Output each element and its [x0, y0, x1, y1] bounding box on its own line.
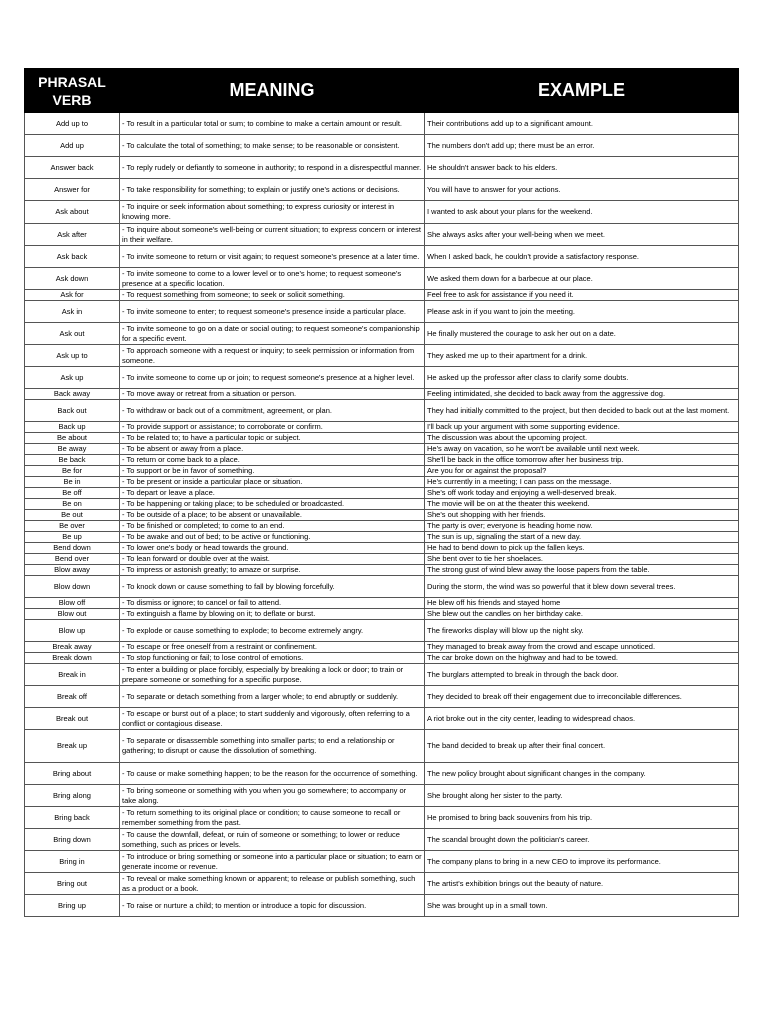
- header-meaning: MEANING: [120, 69, 425, 113]
- meaning-cell: - To take responsibility for something; to explain or justify one's actions or decisions.: [120, 179, 425, 201]
- verb-cell: Blow out: [25, 609, 120, 620]
- verb-cell: Be up: [25, 532, 120, 543]
- table-row: [25, 730, 739, 763]
- verb-cell: Break down: [25, 653, 120, 664]
- phrasal-verb-table: [24, 68, 739, 917]
- meaning-cell: - To inquire or seek information about something; to express curiosity or interest in knowing more.: [120, 201, 425, 224]
- table-row: [25, 444, 739, 455]
- table-row: [25, 510, 739, 521]
- meaning-cell: - To be absent or away from a place.: [120, 444, 425, 455]
- verb-cell: Ask after: [25, 224, 120, 246]
- example-cell: He's currently in a meeting; I can pass on the message.: [425, 477, 739, 488]
- example-cell: She always asks after your well-being when we meet.: [425, 224, 739, 246]
- meaning-cell: - To impress or astonish greatly; to amaze or surprise.: [120, 565, 425, 576]
- example-cell: He shouldn't answer back to his elders.: [425, 157, 739, 179]
- table-row: [25, 179, 739, 201]
- header-phrasal-verb: PHRASAL VERB: [25, 69, 120, 113]
- verb-cell: Ask down: [25, 268, 120, 290]
- meaning-cell: - To enter a building or place forcibly, especially by breaking a lock or door; to train or prepare someone or something for a specific purpose.: [120, 664, 425, 686]
- table-body: [25, 113, 739, 917]
- verb-cell: Break off: [25, 686, 120, 708]
- verb-cell: Be back: [25, 455, 120, 466]
- verb-cell: Back out: [25, 400, 120, 422]
- table-row: [25, 851, 739, 873]
- meaning-cell: - To be awake and out of bed; to be active or functioning.: [120, 532, 425, 543]
- table-row: [25, 488, 739, 499]
- meaning-cell: - To separate or detach something from a larger whole; to end abruptly or suddenly.: [120, 686, 425, 708]
- meaning-cell: - To invite someone to enter; to request someone's presence inside a particular place.: [120, 301, 425, 323]
- verb-cell: Ask in: [25, 301, 120, 323]
- table-row: [25, 113, 739, 135]
- example-cell: She was brought up in a small town.: [425, 895, 739, 917]
- example-cell: Are you for or against the proposal?: [425, 466, 739, 477]
- meaning-cell: - To invite someone to return or visit again; to request someone's presence at a later time.: [120, 246, 425, 268]
- table-row: [25, 389, 739, 400]
- meaning-cell: - To cause or make something happen; to be the reason for the occurrence of something.: [120, 763, 425, 785]
- table-row: [25, 477, 739, 488]
- example-cell: The sun is up, signaling the start of a new day.: [425, 532, 739, 543]
- table-row: [25, 290, 739, 301]
- meaning-cell: - To provide support or assistance; to corroborate or confirm.: [120, 422, 425, 433]
- verb-cell: Blow off: [25, 598, 120, 609]
- table-row: [25, 895, 739, 917]
- table-row: [25, 400, 739, 422]
- meaning-cell: - To dismiss or ignore; to cancel or fail to attend.: [120, 598, 425, 609]
- meaning-cell: - To escape or burst out of a place; to start suddenly and vigorously, often referring to a conflict or contagious disease.: [120, 708, 425, 730]
- meaning-cell: - To withdraw or back out of a commitment, agreement, or plan.: [120, 400, 425, 422]
- meaning-cell: - To request something from someone; to seek or solicit something.: [120, 290, 425, 301]
- example-cell: She's out shopping with her friends.: [425, 510, 739, 521]
- meaning-cell: - To cause the downfall, defeat, or ruin of someone or something; to lower or reduce something, such as prices or levels.: [120, 829, 425, 851]
- table-row: [25, 829, 739, 851]
- verb-cell: Be off: [25, 488, 120, 499]
- example-cell: They managed to break away from the crowd and escape unnoticed.: [425, 642, 739, 653]
- table-row: [25, 785, 739, 807]
- table-row: [25, 224, 739, 246]
- verb-cell: Break up: [25, 730, 120, 763]
- verb-cell: Blow down: [25, 576, 120, 598]
- verb-cell: Bring in: [25, 851, 120, 873]
- example-cell: They had initially committed to the project, but then decided to back out at the last moment.: [425, 400, 739, 422]
- header-example: EXAMPLE: [425, 69, 739, 113]
- meaning-cell: - To result in a particular total or sum; to combine to make a certain amount or result.: [120, 113, 425, 135]
- example-cell: Feel free to ask for assistance if you need it.: [425, 290, 739, 301]
- table-row: [25, 521, 739, 532]
- verb-cell: Answer for: [25, 179, 120, 201]
- verb-cell: Break out: [25, 708, 120, 730]
- table-row: [25, 576, 739, 598]
- table-row: [25, 708, 739, 730]
- table-row: [25, 565, 739, 576]
- verb-cell: Break in: [25, 664, 120, 686]
- meaning-cell: - To stop functioning or fail; to lose control of emotions.: [120, 653, 425, 664]
- table-row: [25, 422, 739, 433]
- meaning-cell: - To reply rudely or defiantly to someone in authority; to respond in a disrespectful manner.: [120, 157, 425, 179]
- example-cell: The strong gust of wind blew away the loose papers from the table.: [425, 565, 739, 576]
- meaning-cell: - To approach someone with a request or inquiry; to seek permission or information from someone.: [120, 345, 425, 367]
- meaning-cell: - To move away or retreat from a situation or person.: [120, 389, 425, 400]
- meaning-cell: - To inquire about someone's well-being or current situation; to express concern or interest in their welfare.: [120, 224, 425, 246]
- table-row: [25, 466, 739, 477]
- table-row: [25, 554, 739, 565]
- table-row: [25, 653, 739, 664]
- table-row: [25, 543, 739, 554]
- verb-cell: Bring back: [25, 807, 120, 829]
- meaning-cell: - To invite someone to come to a lower level or to one's home; to request someone's presence at a specific location.: [120, 268, 425, 290]
- table-row: [25, 873, 739, 895]
- verb-cell: Bend over: [25, 554, 120, 565]
- example-cell: He asked up the professor after class to clarify some doubts.: [425, 367, 739, 389]
- example-cell: They asked me up to their apartment for a drink.: [425, 345, 739, 367]
- verb-cell: Ask back: [25, 246, 120, 268]
- verb-cell: Bring out: [25, 873, 120, 895]
- example-cell: I wanted to ask about your plans for the weekend.: [425, 201, 739, 224]
- example-cell: She blew out the candles on her birthday cake.: [425, 609, 739, 620]
- example-cell: The scandal brought down the politician's career.: [425, 829, 739, 851]
- example-cell: He's away on vacation, so he won't be available until next week.: [425, 444, 739, 455]
- table-row: [25, 455, 739, 466]
- verb-cell: Be away: [25, 444, 120, 455]
- table-row: [25, 157, 739, 179]
- verb-cell: Be out: [25, 510, 120, 521]
- meaning-cell: - To be happening or taking place; to be scheduled or broadcasted.: [120, 499, 425, 510]
- meaning-cell: - To knock down or cause something to fall by blowing forcefully.: [120, 576, 425, 598]
- example-cell: Please ask in if you want to join the meeting.: [425, 301, 739, 323]
- example-cell: I'll back up your argument with some supporting evidence.: [425, 422, 739, 433]
- table-row: [25, 664, 739, 686]
- verb-cell: Ask out: [25, 323, 120, 345]
- meaning-cell: - To reveal or make something known or apparent; to release or publish something, such as a product or a book.: [120, 873, 425, 895]
- verb-cell: Ask about: [25, 201, 120, 224]
- example-cell: He promised to bring back souvenirs from his trip.: [425, 807, 739, 829]
- table-row: [25, 268, 739, 290]
- example-cell: Feeling intimidated, she decided to back away from the aggressive dog.: [425, 389, 739, 400]
- example-cell: The new policy brought about significant changes in the company.: [425, 763, 739, 785]
- example-cell: A riot broke out in the city center, leading to widespread chaos.: [425, 708, 739, 730]
- example-cell: She bent over to tie her shoelaces.: [425, 554, 739, 565]
- example-cell: The party is over; everyone is heading home now.: [425, 521, 739, 532]
- meaning-cell: - To escape or free oneself from a restraint or confinement.: [120, 642, 425, 653]
- table-row: [25, 367, 739, 389]
- table-row: [25, 620, 739, 642]
- example-cell: The burglars attempted to break in through the back door.: [425, 664, 739, 686]
- example-cell: She'll be back in the office tomorrow after her business trip.: [425, 455, 739, 466]
- meaning-cell: - To be finished or completed; to come to an end.: [120, 521, 425, 532]
- verb-cell: Blow away: [25, 565, 120, 576]
- table-row: [25, 345, 739, 367]
- example-cell: You will have to answer for your actions.: [425, 179, 739, 201]
- meaning-cell: - To calculate the total of something; to make sense; to be reasonable or consistent.: [120, 135, 425, 157]
- meaning-cell: - To return or come back to a place.: [120, 455, 425, 466]
- meaning-cell: - To invite someone to go on a date or social outing; to request someone's companionship for a specific event.: [120, 323, 425, 345]
- verb-cell: Bring along: [25, 785, 120, 807]
- table-row: [25, 323, 739, 345]
- table-row: [25, 246, 739, 268]
- verb-cell: Be about: [25, 433, 120, 444]
- table-header-row: [25, 69, 739, 113]
- verb-cell: Back away: [25, 389, 120, 400]
- meaning-cell: - To extinguish a flame by blowing on it; to deflate or burst.: [120, 609, 425, 620]
- example-cell: He blew off his friends and stayed home: [425, 598, 739, 609]
- verb-cell: Add up: [25, 135, 120, 157]
- table-row: [25, 201, 739, 224]
- verb-cell: Be for: [25, 466, 120, 477]
- table-row: [25, 301, 739, 323]
- verb-cell: Be on: [25, 499, 120, 510]
- table-row: [25, 499, 739, 510]
- verb-cell: Answer back: [25, 157, 120, 179]
- verb-cell: Back up: [25, 422, 120, 433]
- example-cell: He had to bend down to pick up the fallen keys.: [425, 543, 739, 554]
- meaning-cell: - To raise or nurture a child; to mention or introduce a topic for discussion.: [120, 895, 425, 917]
- table-row: [25, 532, 739, 543]
- example-cell: The band decided to break up after their final concert.: [425, 730, 739, 763]
- table-row: [25, 135, 739, 157]
- meaning-cell: - To lower one's body or head towards the ground.: [120, 543, 425, 554]
- table-row: [25, 807, 739, 829]
- verb-cell: Be in: [25, 477, 120, 488]
- table-row: [25, 598, 739, 609]
- table-row: [25, 686, 739, 708]
- meaning-cell: - To lean forward or double over at the waist.: [120, 554, 425, 565]
- verb-cell: Ask up to: [25, 345, 120, 367]
- example-cell: The movie will be on at the theater this weekend.: [425, 499, 739, 510]
- verb-cell: Add up to: [25, 113, 120, 135]
- example-cell: The company plans to bring in a new CEO to improve its performance.: [425, 851, 739, 873]
- verb-cell: Bring down: [25, 829, 120, 851]
- meaning-cell: - To be related to; to have a particular topic or subject.: [120, 433, 425, 444]
- verb-cell: Bend down: [25, 543, 120, 554]
- example-cell: The numbers don't add up; there must be an error.: [425, 135, 739, 157]
- example-cell: They decided to break off their engagement due to irreconcilable differences.: [425, 686, 739, 708]
- example-cell: Their contributions add up to a significant amount.: [425, 113, 739, 135]
- meaning-cell: - To explode or cause something to explode; to become extremely angry.: [120, 620, 425, 642]
- verb-cell: Be over: [25, 521, 120, 532]
- verb-cell: Bring about: [25, 763, 120, 785]
- table-row: [25, 763, 739, 785]
- table-row: [25, 642, 739, 653]
- table-row: [25, 433, 739, 444]
- meaning-cell: - To introduce or bring something or someone into a particular place or situation; to earn or generate income or revenue.: [120, 851, 425, 873]
- example-cell: We asked them down for a barbecue at our place.: [425, 268, 739, 290]
- example-cell: When I asked back, he couldn't provide a satisfactory response.: [425, 246, 739, 268]
- example-cell: She brought along her sister to the party.: [425, 785, 739, 807]
- meaning-cell: - To depart or leave a place.: [120, 488, 425, 499]
- meaning-cell: - To be present or inside a particular place or situation.: [120, 477, 425, 488]
- example-cell: She's off work today and enjoying a well-deserved break.: [425, 488, 739, 499]
- example-cell: The artist's exhibition brings out the beauty of nature.: [425, 873, 739, 895]
- meaning-cell: - To support or be in favor of something.: [120, 466, 425, 477]
- example-cell: The fireworks display will blow up the night sky.: [425, 620, 739, 642]
- table-row: [25, 609, 739, 620]
- verb-cell: Break away: [25, 642, 120, 653]
- verb-cell: Ask for: [25, 290, 120, 301]
- meaning-cell: - To separate or disassemble something into smaller parts; to end a relationship or gathering; to disrupt or cause the dissolution of something.: [120, 730, 425, 763]
- meaning-cell: - To bring someone or something with you when you go somewhere; to accompany or take along.: [120, 785, 425, 807]
- verb-cell: Blow up: [25, 620, 120, 642]
- example-cell: The discussion was about the upcoming project.: [425, 433, 739, 444]
- verb-cell: Ask up: [25, 367, 120, 389]
- example-cell: He finally mustered the courage to ask her out on a date.: [425, 323, 739, 345]
- meaning-cell: - To return something to its original place or condition; to cause someone to recall or remember something from the past.: [120, 807, 425, 829]
- verb-cell: Bring up: [25, 895, 120, 917]
- meaning-cell: - To invite someone to come up or join; to request someone's presence at a higher level.: [120, 367, 425, 389]
- meaning-cell: - To be outside of a place; to be absent or unavailable.: [120, 510, 425, 521]
- example-cell: During the storm, the wind was so powerful that it blew down several trees.: [425, 576, 739, 598]
- example-cell: The car broke down on the highway and had to be towed.: [425, 653, 739, 664]
